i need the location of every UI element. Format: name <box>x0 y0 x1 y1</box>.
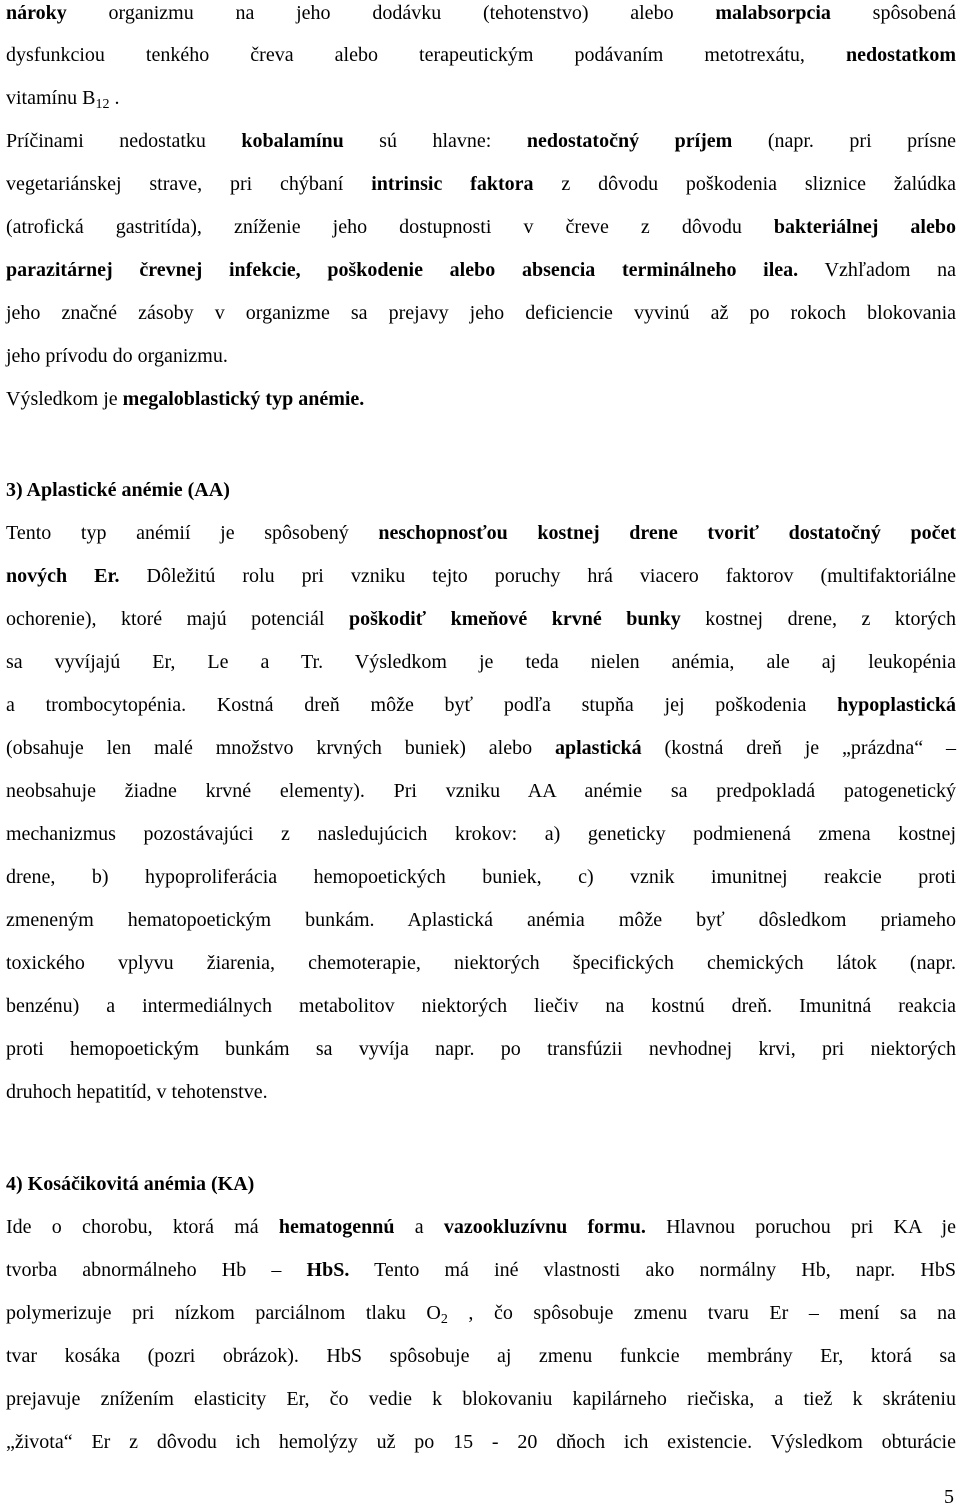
text-line: a trombocytopénia. Kostná dreň môže byť podľa stupňa jej poškodenia hypoplastická <box>6 694 956 716</box>
text-line: benzénu) a intermediálnych metabolitov niektorých liečiv na kostnú dreň. Imunitná reakcia <box>6 995 956 1017</box>
text-line: polymerizuje pri nízkom parciálnom tlaku $O_2$ , čo spôsobuje zmenu tvaru Er – mení sa na <box>6 1302 957 1327</box>
bold-term: bakteriálnej alebo <box>773 216 956 238</box>
text-line: zmeneným hematopoetickým bunkám. Aplastická anémia môže byť dôsledkom priameho <box>6 909 956 931</box>
bold-term: poškodiť kmeňové krvné bunky <box>348 608 681 630</box>
text-line: neobsahuje žiadne krvné elementy). Pri vzniku AA anémie sa predpokladá patogenetický <box>6 780 956 802</box>
subscript: 12 <box>95 97 110 112</box>
text-line: druhoch hepatitíd, v tehotenstve. <box>6 1081 268 1103</box>
text-line: vitamínu $B_{12}$ . <box>6 87 120 112</box>
bold-term: hypoplastická <box>837 694 956 716</box>
bold-term: nových Er. <box>6 565 120 587</box>
text-line: prejavuje znížením elasticity Er, čo vedie k blokovaniu kapilárneho riečiska, a tiež k skráteniu <box>6 1388 956 1410</box>
bold-term: parazitárnej črevnej infekcie, poškodenie alebo absencia terminálneho ilea. <box>6 259 799 281</box>
bold-term: neschopnosťou kostnej drene tvoriť dostatočný počet <box>378 522 956 544</box>
text-line: Príčinami nedostatku kobalamínu sú hlavne: nedostatočný príjem (napr. pri prísne <box>6 130 957 152</box>
text-line: drene, b) hypoproliferácia hemopoetických buniek, c) vznik imunitnej reakcie proti <box>6 866 956 888</box>
bold-term: intrinsic faktora <box>371 173 534 195</box>
text-line: nových Er. Dôležitú rolu pri vzniku tejto poruchy hrá viacero faktorov (multifaktoriálne <box>6 565 956 587</box>
text-line: jeho prívodu do organizmu. <box>6 345 228 367</box>
section-heading-ka: 4) Kosáčikovitá anémia (KA) <box>6 1173 255 1195</box>
bold-term: HbS. <box>306 1259 350 1281</box>
bold-term: vazookluzívnu formu. <box>443 1216 646 1238</box>
text-line: mechanizmus pozostávajúci z nasledujúcich krokov: a) geneticky podmienená zmena kostnej <box>6 823 956 845</box>
text-line: jeho značné zásoby v organizme sa prejavy jeho deficiencie vyvinú až po rokoch blokovania <box>6 302 956 324</box>
text-line: tvorba abnormálneho Hb – HbS. Tento má iné vlastnosti ako normálny Hb, napr. HbS <box>6 1259 956 1281</box>
text-line: tvar kosáka (pozri obrázok). HbS spôsobuje aj zmenu funkcie membrány Er, ktorá sa <box>6 1345 956 1367</box>
subscript: 2 <box>440 1312 448 1327</box>
text-line: Tento typ anémií je spôsobený neschopnosťou kostnej drene tvoriť dostatočný počet <box>6 522 956 544</box>
bold-term: megaloblastický typ anémie. <box>122 388 365 410</box>
section-heading-aa: 3) Aplastické anémie (AA) <box>6 479 230 501</box>
bold-term: malabsorpcia <box>715 2 831 24</box>
text-line: Výsledkom je megaloblastický typ anémie. <box>6 388 365 410</box>
text-line: Ide o chorobu, ktorá má hematogennú a vazookluzívnu formu. Hlavnou poruchou pri KA je <box>6 1216 956 1238</box>
text-line: proti hemopoetickým bunkám sa vyvíja napr. po transfúzii nevhodnej krvi, pri niektorých <box>6 1038 956 1060</box>
bold-term: nároky <box>6 2 67 24</box>
text-line: parazitárnej črevnej infekcie, poškodenie alebo absencia terminálneho ilea. Vzhľadom na <box>6 259 956 281</box>
text-line: ochorenie), ktoré majú potenciál poškodiť kmeňové krvné bunky kostnej drene, z ktorých <box>6 608 956 630</box>
bold-term: nedostatočný príjem <box>526 130 733 152</box>
bold-term: hematogennú <box>278 1216 395 1238</box>
text-line: „života“ Er z dôvodu ich hemolýzy už po 15 - 20 dňoch ich existencie. Výsledkom obturácie <box>6 1431 956 1453</box>
text-line: dysfunkciou tenkého čreva alebo terapeutickým podávaním metotrexátu, nedostatkom <box>6 44 956 66</box>
text-line: vegetariánskej strave, pri chýbaní intrinsic faktora z dôvodu poškodenia sliznice žalúdka <box>6 173 957 195</box>
bold-term: nedostatkom <box>845 44 956 66</box>
text-line: (atrofická gastritída), zníženie jeho dostupnosti v čreve z dôvodu bakteriálnej alebo <box>6 216 956 238</box>
page-number: 5 <box>944 1486 954 1508</box>
text-line: nároky organizmu na jeho dodávku (tehotenstvo) alebo malabsorpcia spôsobená <box>6 2 956 24</box>
text-line: toxického vplyvu žiarenia, chemoterapie, niektorých špecifických chemických látok (napr. <box>6 952 956 974</box>
bold-term: aplastická <box>554 737 642 759</box>
text-line: sa vyvíjajú Er, Le a Tr. Výsledkom je teda nielen anémia, ale aj leukopénia <box>6 651 956 673</box>
text-line: (obsahuje len malé množstvo krvných buniek) alebo aplastická (kostná dreň je „prázdna“ – <box>6 737 956 759</box>
bold-term: kobalamínu <box>241 130 344 152</box>
